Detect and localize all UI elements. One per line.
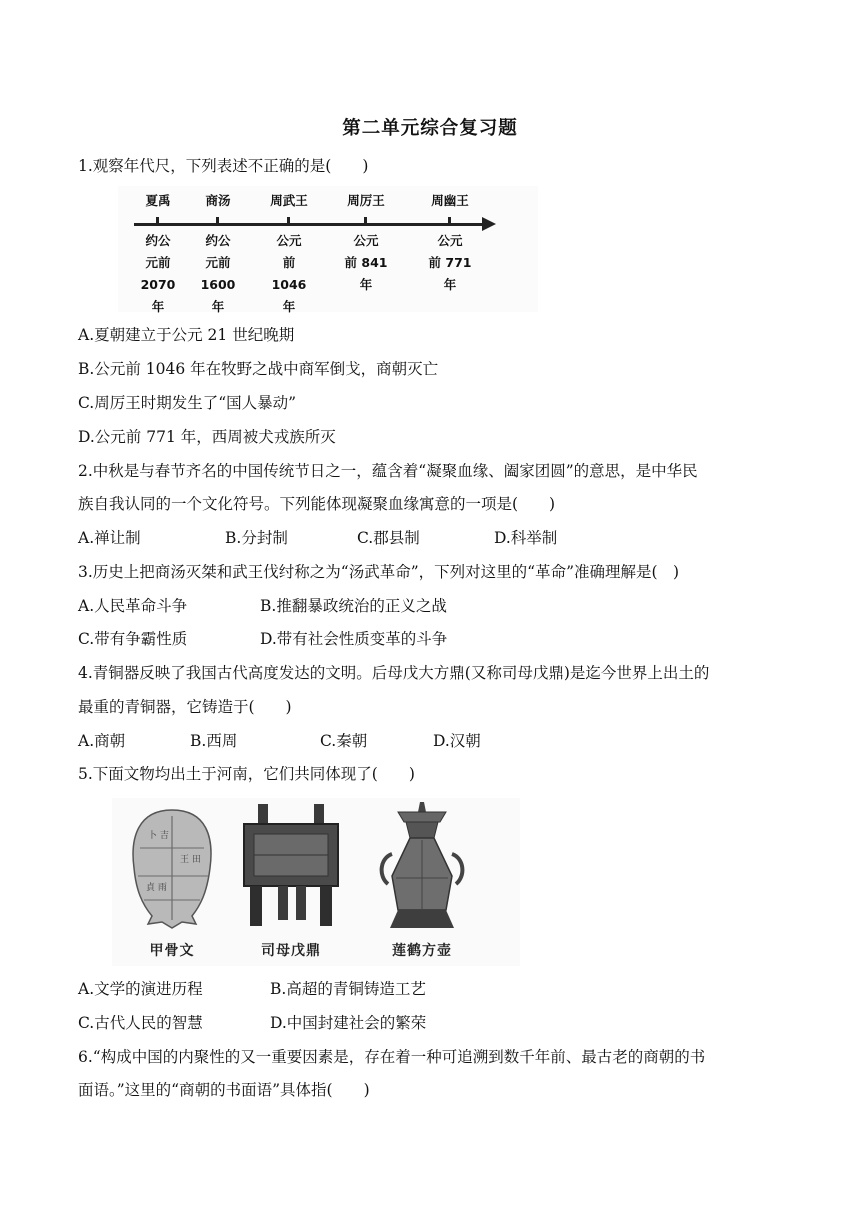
question-4-option-b[interactable]: B.西周: [190, 732, 238, 750]
svg-text:貞 雨: 貞 雨: [146, 883, 167, 893]
question-2-option-b[interactable]: B.分封制: [225, 529, 288, 547]
question-2-stem-line2: 族自我认同的一个文化符号。下列能体现凝聚血缘寓意的一项是( ): [78, 495, 556, 513]
question-1-stem: 1.观察年代尺，下列表述不正确的是( ): [78, 157, 369, 175]
question-5-option-b[interactable]: B.高超的青铜铸造工艺: [270, 980, 426, 998]
caption-lianhe-fanghu: 莲鹤方壶: [392, 943, 452, 959]
question-3-option-c[interactable]: C.带有争霸性质: [78, 630, 188, 648]
question-4-option-c[interactable]: C.秦朝: [320, 732, 368, 750]
question-4-option-d[interactable]: D.汉朝: [433, 732, 481, 750]
question-3-option-d[interactable]: D.带有社会性质变革的斗争: [260, 630, 448, 648]
question-2-stem-line1: 2.中秋是与春节齐名的中国传统节日之一，蕴含着“凝聚血缘、阖家团圆”的意思，是中华民: [78, 462, 698, 480]
timeline-axis: [134, 223, 485, 226]
timeline-label-zhouyouwang: 周幽王: [431, 193, 469, 208]
question-5-option-a[interactable]: A.文学的演进历程: [78, 980, 203, 998]
timeline-figure: [118, 186, 538, 312]
page-title: 第二单元综合复习题: [342, 118, 518, 139]
timeline-arrow: [482, 217, 496, 231]
question-1-option-b[interactable]: B.公元前 1046 年在牧野之战中商军倒戈，商朝灭亡: [78, 360, 439, 378]
timeline-label-xiayu: 夏禹: [145, 193, 171, 208]
bronze-pot-icon: [362, 798, 482, 938]
timeline-label-shangtang: 商汤: [205, 193, 231, 208]
timeline-tick: [287, 217, 290, 226]
timeline-date-zhouyouwang: 公元 前 771 年: [428, 233, 472, 292]
question-2-option-c[interactable]: C.郡县制: [357, 529, 420, 547]
timeline-tick: [156, 217, 159, 226]
timeline-tick: [448, 217, 451, 226]
question-3-option-b[interactable]: B.推翻暴政统治的正义之战: [260, 597, 447, 615]
question-3-stem: 3.历史上把商汤灭桀和武王伐纣称之为“汤武革命”，下列对这里的“革命”准确理解是( ): [78, 563, 680, 581]
question-1-option-a[interactable]: A.夏朝建立于公元 21 世纪晚期: [78, 326, 295, 344]
question-5-stem: 5.下面文物均出土于河南，它们共同体现了( ): [78, 765, 415, 783]
lianhe-fanghu-image: [362, 798, 482, 966]
oracle-bone-image: [112, 798, 232, 966]
artifacts-figure: [112, 798, 520, 966]
oracle-bone-icon: [112, 798, 232, 938]
question-2-option-a[interactable]: A.禅让制: [78, 529, 141, 547]
question-1-option-d[interactable]: D.公元前 771 年，西周被犬戎族所灭: [78, 428, 336, 446]
simuwu-ding-image: [230, 798, 352, 966]
question-6-stem-line2: 面语。”这里的“商朝的书面语”具体指( ): [78, 1081, 370, 1099]
timeline-date-zhouliwang: 公元 前 841 年: [344, 233, 388, 292]
timeline-tick: [216, 217, 219, 226]
question-5-option-c[interactable]: C.古代人民的智慧: [78, 1014, 203, 1032]
question-4-stem-line1: 4.青铜器反映了我国古代高度发达的文明。后母戊大方鼎(又称司母戊鼎)是迄今世界上出土的: [78, 664, 710, 682]
question-5-option-d[interactable]: D.中国封建社会的繁荣: [270, 1014, 427, 1032]
timeline-tick: [364, 217, 367, 226]
timeline-label-zhouliwang: 周厉王: [347, 193, 385, 208]
timeline-date-zhouwuwang: 公元 前 1046 年: [271, 233, 307, 314]
question-2-option-d[interactable]: D.科举制: [494, 529, 558, 547]
caption-oracle-bone: 甲骨文: [149, 943, 195, 959]
caption-simuwu-ding: 司母戊鼎: [261, 943, 321, 959]
bronze-ding-icon: [230, 798, 352, 938]
question-3-option-a[interactable]: A.人民革命斗争: [78, 597, 188, 615]
timeline-date-xiayu: 约公 元前 2070 年: [140, 233, 176, 314]
timeline-date-shangtang: 约公 元前 1600 年: [200, 233, 236, 314]
svg-text:王 田: 王 田: [180, 855, 201, 865]
timeline-label-zhouwuwang: 周武王: [270, 193, 308, 208]
question-1-option-c[interactable]: C.周厉王时期发生了“国人暴动”: [78, 394, 297, 412]
question-4-stem-line2: 最重的青铜器，它铸造于( ): [78, 698, 292, 716]
question-4-option-a[interactable]: A.商朝: [78, 732, 126, 750]
question-6-stem-line1: 6.“构成中国的内聚性的又一重要因素是，存在着一种可追溯到数千年前、最古老的商朝的书: [78, 1048, 706, 1066]
svg-text:卜 吉: 卜 吉: [148, 831, 169, 841]
